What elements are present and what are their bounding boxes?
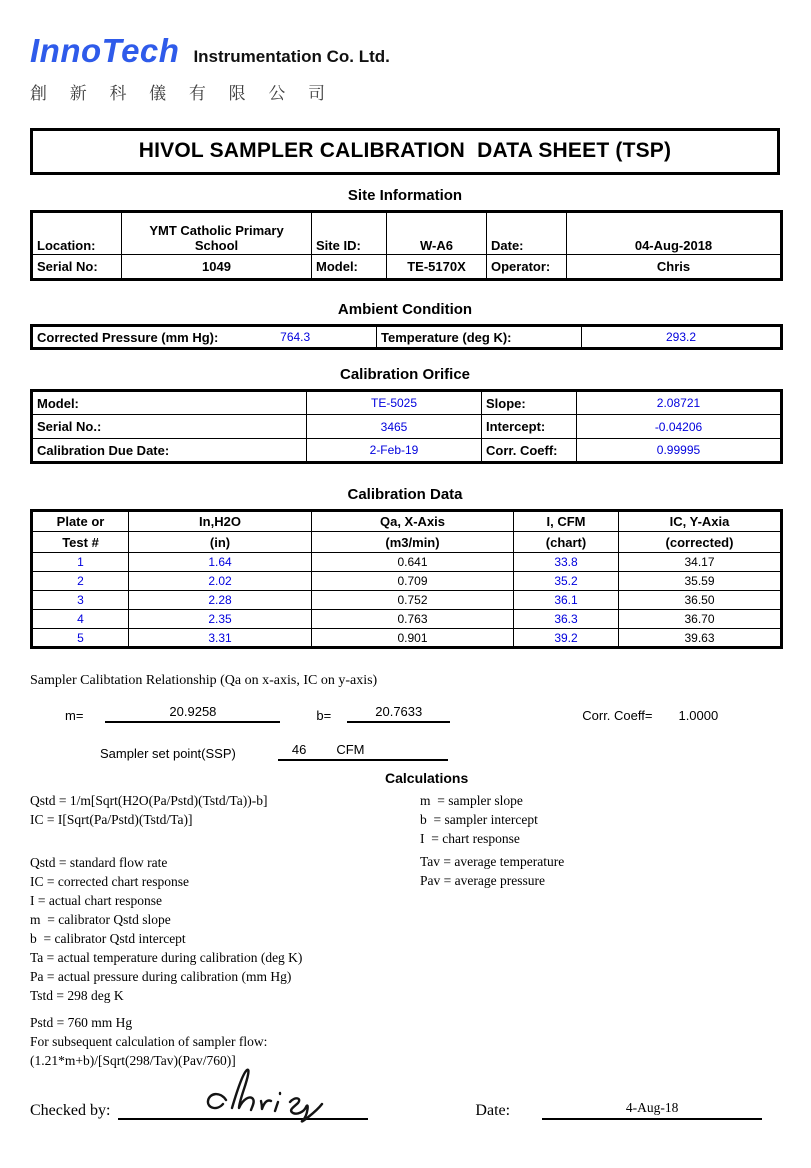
calibration-cell: 4 — [32, 610, 129, 629]
temperature-label: Temperature (deg K): — [377, 326, 582, 349]
m-label: m= — [65, 708, 84, 723]
orifice-intercept-value: -0.04206 — [577, 415, 782, 439]
col-subheader: (in) — [129, 532, 312, 553]
calibration-cell: 35.2 — [514, 572, 619, 591]
relationship-caption: Sampler Calibtation Relationship (Qa on x-axis, IC on y-axis) — [30, 673, 378, 688]
calc-line: m = sampler slope — [420, 793, 523, 808]
checked-by-line — [118, 1098, 368, 1120]
ambient-condition-table — [30, 324, 783, 350]
orifice-serial-label: Serial No.: — [32, 415, 307, 439]
calibration-cell: 3.31 — [129, 629, 312, 648]
calculations-heading: Calculations — [385, 770, 469, 786]
location-value: YMT Catholic Primary School — [122, 212, 312, 255]
calibration-cell: 39.2 — [514, 629, 619, 648]
calc-line: b = calibrator Qstd intercept — [30, 931, 186, 946]
calibration-cell: 2 — [32, 572, 129, 591]
site-information-table — [30, 210, 783, 281]
calc-line: Tstd = 298 deg K — [30, 988, 124, 1003]
calc-line: Tav = average temperature — [420, 854, 565, 869]
location-label: Location: — [32, 212, 122, 255]
col-header: In,H2O — [129, 511, 312, 532]
calc-line: Pa = actual pressure during calibration (mm Hg) — [30, 969, 292, 984]
relationship-values-row — [30, 703, 780, 723]
table-row — [32, 629, 782, 648]
operator-label: Operator: — [487, 255, 567, 280]
calibration-cell: 1.64 — [129, 553, 312, 572]
calc-line: b = sampler intercept — [420, 812, 538, 827]
calibration-cell: 2.35 — [129, 610, 312, 629]
corr-coeff-label: Corr. Coeff= — [582, 708, 653, 723]
b-label: b= — [316, 708, 332, 723]
temperature-value: 293.2 — [582, 326, 782, 349]
orifice-due-date-value: 2-Feb-19 — [307, 439, 482, 463]
orifice-intercept-label: Intercept: — [482, 415, 577, 439]
calibration-cell: 3 — [32, 591, 129, 610]
site-information-heading: Site Information — [347, 187, 463, 204]
col-header: I, CFM — [514, 511, 619, 532]
orifice-corr-coeff-label: Corr. Coeff: — [482, 439, 577, 463]
corrected-pressure-label: Corrected Pressure (mm Hg): — [37, 329, 219, 345]
date-label: Date: — [487, 212, 567, 255]
calc-line: Qstd = standard flow rate — [30, 855, 168, 870]
ssp-line — [278, 742, 448, 761]
col-header: Qa, X-Axis — [312, 511, 514, 532]
calc-line: Pstd = 760 mm Hg — [30, 1015, 133, 1030]
calculations-right-column — [420, 791, 564, 1070]
calculations-block — [30, 791, 780, 1070]
calc-line: m = calibrator Qstd slope — [30, 912, 171, 927]
orifice-serial-value: 3465 — [307, 415, 482, 439]
calibration-cell: 35.59 — [619, 572, 782, 591]
calc-line: I = chart response — [420, 831, 520, 846]
brand-header — [30, 32, 780, 70]
footer-date-label: Date: — [475, 1102, 511, 1119]
calibration-cell: 36.1 — [514, 591, 619, 610]
brand-name: InnoTech — [30, 32, 180, 69]
calibration-cell: 33.8 — [514, 553, 619, 572]
table-row — [32, 572, 782, 591]
calc-line: I = actual chart response — [30, 893, 163, 908]
col-subheader: (corrected) — [619, 532, 782, 553]
col-subheader: (m3/min) — [312, 532, 514, 553]
calc-line: For subsequent calculation of sampler flow: — [30, 1034, 268, 1049]
calc-line: Ta = actual temperature during calibration (deg K) — [30, 950, 303, 965]
calibration-orifice-heading: Calibration Orifice — [339, 366, 471, 383]
model-label: Model: — [312, 255, 387, 280]
footer-date-value: 4-Aug-18 — [625, 1100, 679, 1115]
serial-no-value: 1049 — [122, 255, 312, 280]
orifice-model-label: Model: — [32, 391, 307, 415]
checked-by-label: Checked by: — [30, 1102, 111, 1119]
signature-image — [196, 1060, 346, 1124]
col-subheader: Test # — [32, 532, 129, 553]
ambient-condition-heading: Ambient Condition — [337, 301, 473, 318]
serial-no-label: Serial No: — [32, 255, 122, 280]
brand-company-name: Instrumentation Co. Ltd. — [193, 47, 390, 66]
signoff-footer — [30, 1098, 780, 1120]
m-value: 20.9258 — [105, 704, 280, 723]
operator-value: Chris — [567, 255, 782, 280]
calibration-data-table — [30, 509, 783, 649]
calc-line: IC = corrected chart response — [30, 874, 190, 889]
site-id-label: Site ID: — [312, 212, 387, 255]
b-value: 20.7633 — [347, 704, 450, 723]
col-header: Plate or — [32, 511, 129, 532]
sheet-title-box — [30, 128, 780, 175]
orifice-corr-coeff-value: 0.99995 — [577, 439, 782, 463]
corr-coeff-value: 1.0000 — [678, 708, 719, 723]
sampler-set-point-row — [30, 741, 780, 761]
calculations-left-column — [30, 791, 420, 1070]
calibration-cell: 2.28 — [129, 591, 312, 610]
calc-line: Pav = average pressure — [420, 873, 545, 888]
calibration-cell: 5 — [32, 629, 129, 648]
calibration-cell: 0.709 — [312, 572, 514, 591]
calibration-cell: 0.752 — [312, 591, 514, 610]
brand-company-chinese: 創 新 科 儀 有 限 公 司 — [30, 84, 335, 103]
orifice-slope-label: Slope: — [482, 391, 577, 415]
calibration-cell: 39.63 — [619, 629, 782, 648]
table-row — [32, 610, 782, 629]
ssp-unit: CFM — [336, 742, 365, 757]
calibration-cell: 36.50 — [619, 591, 782, 610]
site-id-value: W-A6 — [387, 212, 487, 255]
col-subheader: (chart) — [514, 532, 619, 553]
calibration-cell: 36.3 — [514, 610, 619, 629]
calibration-cell: 0.763 — [312, 610, 514, 629]
calc-line: Qstd = 1/m[Sqrt(H2O(Pa/Pstd)(Tstd/Ta))-b] — [30, 793, 268, 808]
calibration-cell: 1 — [32, 553, 129, 572]
orifice-slope-value: 2.08721 — [577, 391, 782, 415]
col-header: IC, Y-Axia — [619, 511, 782, 532]
model-value: TE-5170X — [387, 255, 487, 280]
calibration-cell: 0.901 — [312, 629, 514, 648]
table-row — [32, 553, 782, 572]
orifice-due-date-label: Calibration Due Date: — [32, 439, 307, 463]
calibration-data-heading: Calibration Data — [347, 486, 463, 503]
date-value: 04-Aug-2018 — [567, 212, 782, 255]
calc-line: IC = I[Sqrt(Pa/Pstd)(Tstd/Ta)] — [30, 812, 193, 827]
table-row — [32, 591, 782, 610]
calibration-cell: 34.17 — [619, 553, 782, 572]
calibration-cell: 0.641 — [312, 553, 514, 572]
orifice-model-value: TE-5025 — [307, 391, 482, 415]
ssp-label: Sampler set point(SSP) — [100, 746, 236, 761]
footer-date-line — [542, 1100, 762, 1120]
corrected-pressure-value: 764.3 — [280, 330, 311, 344]
calibration-cell: 36.70 — [619, 610, 782, 629]
ssp-value: 46 — [291, 742, 307, 757]
calibration-orifice-table — [30, 389, 783, 464]
sheet-title: HIVOL SAMPLER CALIBRATION DATA SHEET (TSP) — [138, 139, 672, 162]
calc-line: (1.21*m+b)/[Sqrt(298/Tav)(Pav/760)] — [30, 1053, 236, 1068]
calibration-cell: 2.02 — [129, 572, 312, 591]
